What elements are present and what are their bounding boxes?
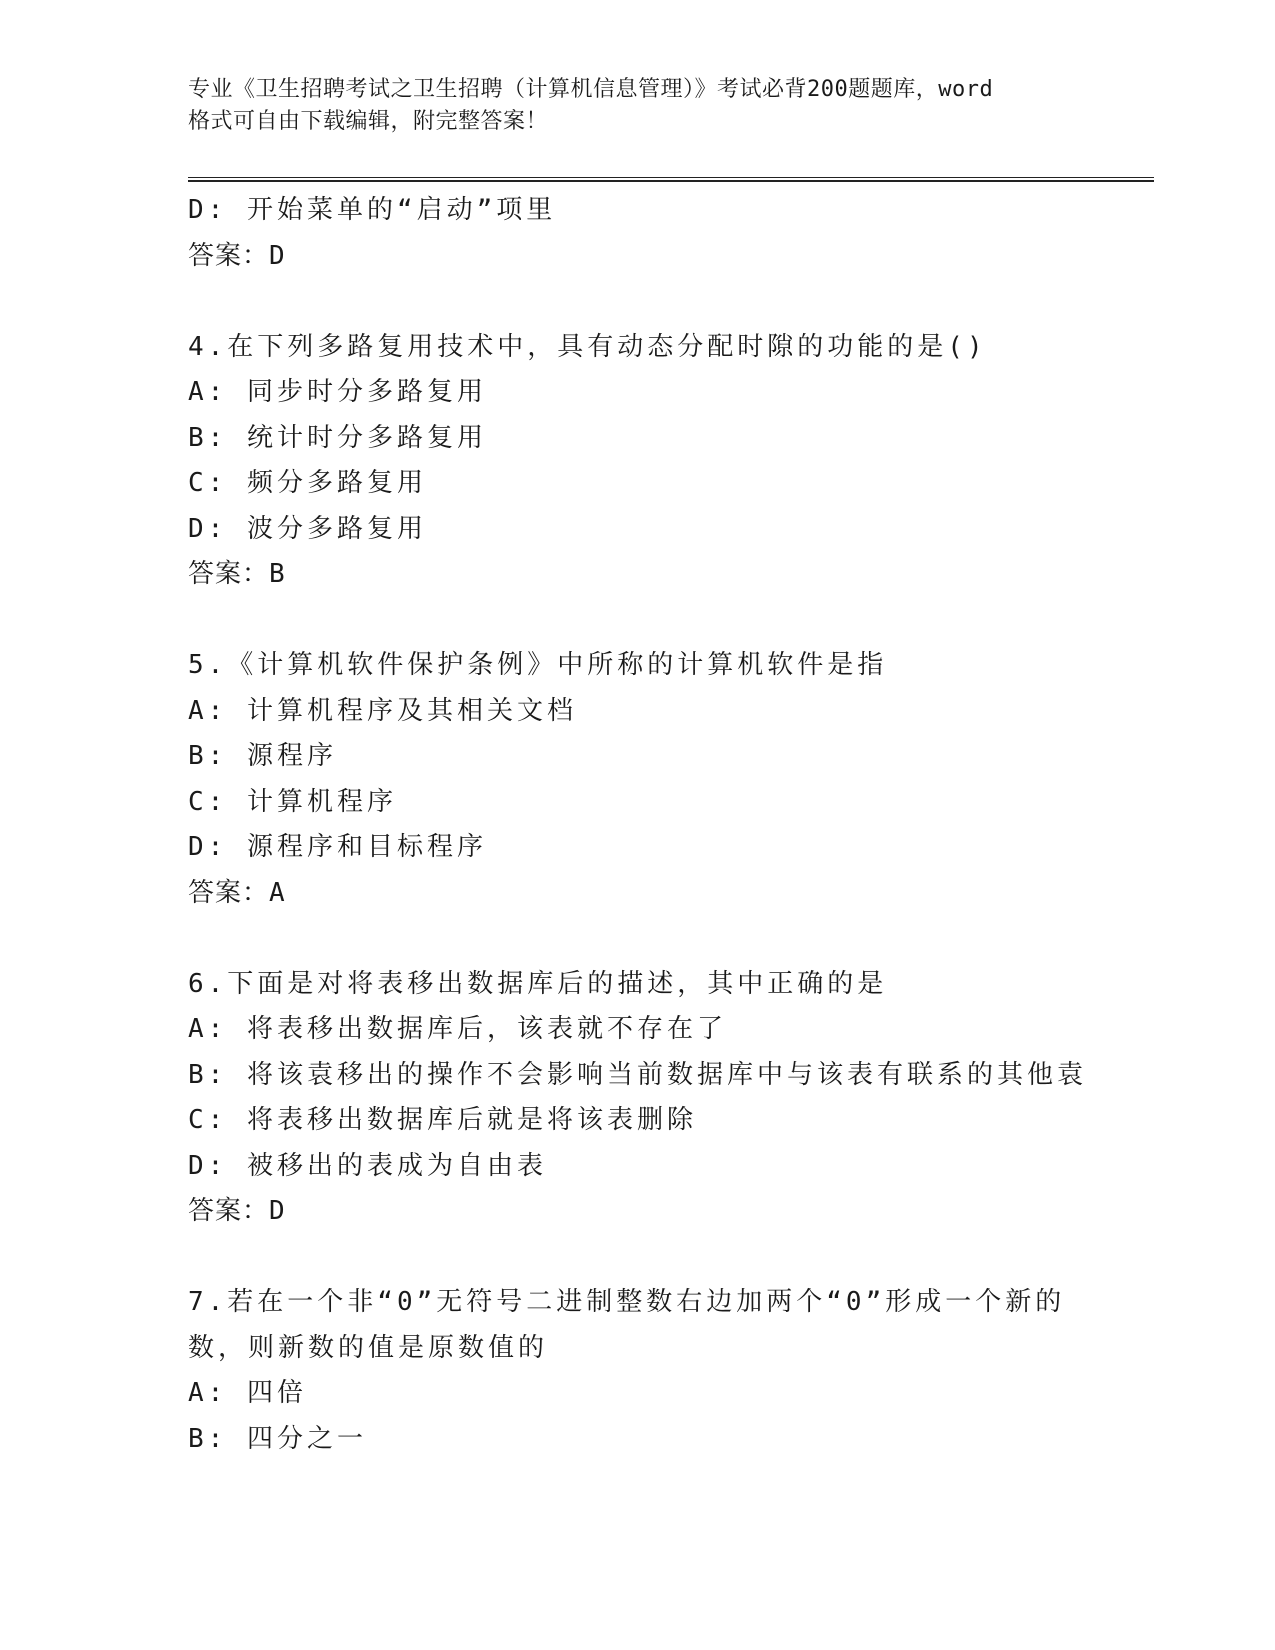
question-stem: 4.在下列多路复用技术中，具有动态分配时隙的功能的是() bbox=[188, 331, 987, 362]
header-line-2: 格式可自由下载编辑，附完整答案！ bbox=[188, 109, 549, 134]
option-b: B: 将该袁移出的操作不会影响当前数据库中与该表有联系的其他袁 bbox=[188, 1059, 1087, 1090]
question-stem: 5.《计算机软件保护条例》中所称的计算机软件是指 bbox=[188, 650, 888, 680]
option-d: D: 源程序和目标程序 bbox=[188, 832, 487, 862]
option-c: C: 将表移出数据库后就是将该表删除 bbox=[188, 1105, 697, 1135]
option-a: A: 四倍 bbox=[188, 1378, 307, 1408]
spacer bbox=[188, 279, 1148, 325]
answer: 答案：D bbox=[188, 240, 286, 271]
answer: 答案：A bbox=[188, 877, 286, 908]
option-b: B: 源程序 bbox=[188, 741, 337, 771]
spacer bbox=[188, 598, 1148, 644]
option-d: D: 开始菜单的“启动”项里 bbox=[188, 195, 557, 225]
option-b: B: 统计时分多路复用 bbox=[188, 422, 487, 453]
answer: 答案：D bbox=[188, 1196, 286, 1226]
question-stem-continued: 数，则新数的值是原数值的 bbox=[188, 1332, 549, 1363]
spacer bbox=[188, 916, 1148, 962]
answer: 答案：B bbox=[188, 559, 286, 589]
spacer bbox=[188, 1235, 1148, 1281]
document-header bbox=[188, 74, 1088, 138]
option-d: D: 被移出的表成为自由表 bbox=[188, 1150, 547, 1181]
question-list bbox=[188, 188, 1148, 1462]
question-stem: 7.若在一个非“0”无符号二进制整数右边加两个“0”形成一个新的 bbox=[188, 1287, 1066, 1317]
option-d: D: 波分多路复用 bbox=[188, 513, 427, 544]
option-b: B: 四分之一 bbox=[188, 1423, 367, 1454]
option-c: C: 计算机程序 bbox=[188, 786, 397, 817]
question-stem: 6.下面是对将表移出数据库后的描述，其中正确的是 bbox=[188, 968, 888, 999]
option-a: A: 计算机程序及其相关文档 bbox=[188, 695, 577, 726]
option-c: C: 频分多路复用 bbox=[188, 468, 427, 498]
option-a: A: 同步时分多路复用 bbox=[188, 377, 487, 407]
option-a: A: 将表移出数据库后，该表就不存在了 bbox=[188, 1014, 727, 1044]
header-line-1: 专业《卫生招聘考试之卫生招聘（计算机信息管理）》考试必背200题题库，word bbox=[188, 77, 994, 102]
header-divider bbox=[188, 177, 1154, 182]
